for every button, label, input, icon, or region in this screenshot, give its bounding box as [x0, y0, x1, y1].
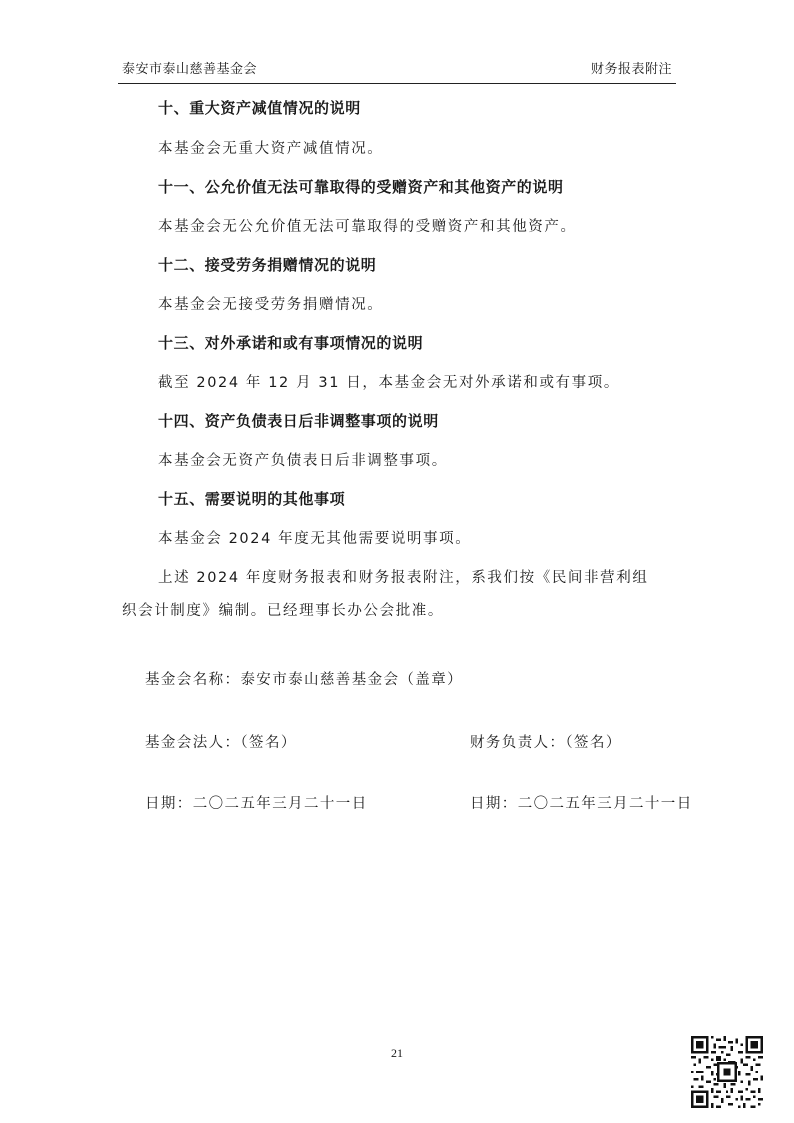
section-paragraph: 本基金会无接受劳务捐赠情况。 — [158, 297, 384, 313]
legal-representative-signature: 基金会法人：（签名） — [145, 735, 297, 751]
header-section-title: 财务报表附注 — [590, 62, 672, 77]
closing-paragraph-line-1: 上述 2024 年度财务报表和财务报表附注，系我们按《民间非营利组 — [158, 570, 649, 586]
section-heading: 十四、资产负债表日后非调整事项的说明 — [158, 412, 439, 430]
qr-code-icon — [691, 1036, 763, 1108]
section-paragraph: 本基金会无重大资产减值情况。 — [158, 141, 384, 157]
section-heading: 十、重大资产减值情况的说明 — [158, 99, 361, 117]
section-paragraph: 本基金会无公允价值无法可靠取得的受赠资产和其他资产。 — [158, 219, 577, 235]
section-paragraph: 本基金会无资产负债表日后非调整事项。 — [158, 453, 448, 469]
header-org-name: 泰安市泰山慈善基金会 — [122, 62, 258, 77]
section-heading: 十一、公允价值无法可靠取得的受赠资产和其他资产的说明 — [158, 178, 564, 196]
finance-head-signature: 财务负责人：（签名） — [470, 735, 622, 751]
section-heading: 十五、需要说明的其他事项 — [158, 490, 346, 508]
section-heading: 十三、对外承诺和或有事项情况的说明 — [158, 334, 424, 352]
date-right: 日期：二〇二五年三月二十一日 — [470, 796, 693, 812]
section-paragraph: 本基金会 2024 年度无其他需要说明事项。 — [158, 531, 472, 547]
page-number: 21 — [391, 1046, 403, 1060]
date-left: 日期：二〇二五年三月二十一日 — [145, 796, 368, 812]
section-heading: 十二、接受劳务捐赠情况的说明 — [158, 256, 377, 274]
closing-paragraph-line-2: 织会计制度》编制。已经理事长办公会批准。 — [122, 603, 444, 619]
foundation-name-signature: 基金会名称：泰安市泰山慈善基金会（盖章） — [145, 672, 463, 688]
section-paragraph: 截至 2024 年 12 月 31 日，本基金会无对外承诺和或有事项。 — [158, 375, 620, 391]
